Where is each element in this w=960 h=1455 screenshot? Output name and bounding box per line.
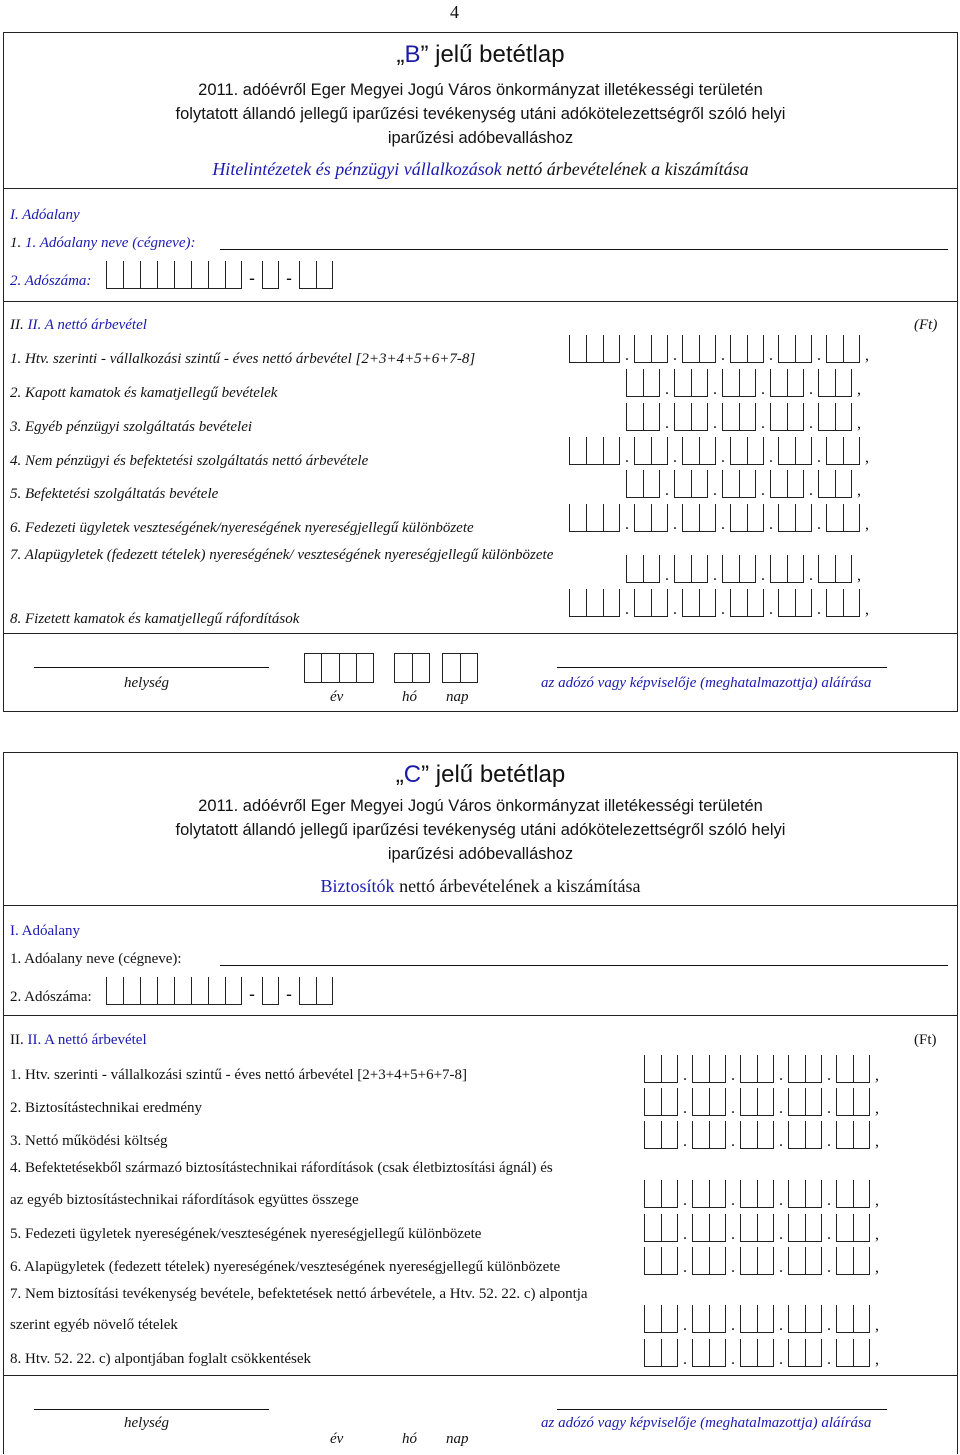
day-label: nap <box>446 689 469 705</box>
amount-boxes[interactable]: . . . . , <box>644 1305 884 1333</box>
intro-line-3: iparűzési adóbevalláshoz <box>387 129 574 147</box>
row-label: 3. Egyéb pénzügyi szolgáltatás bevételei <box>10 419 253 435</box>
amount-boxes[interactable]: . . . . , <box>626 369 866 397</box>
row-label: 2. Biztosítástechnikai eredmény <box>10 1100 203 1116</box>
row-label: 1. Htv. szerinti - vállalkozási szintű - éves nettó árbevétel [2+3+4+5+6+7-8] <box>10 1067 468 1083</box>
row-label: 5. Fedezeti ügyletek nyereségének/veszteségének nyereségjellegű különbözete <box>10 1226 482 1242</box>
tax-number-boxes[interactable]: - - <box>106 977 333 1005</box>
amount-boxes[interactable]: . . . . , <box>644 1339 884 1367</box>
row-label: szerint egyéb növelő tételek <box>10 1317 178 1333</box>
sheet-c-subtitle: Biztosítók nettó árbevételének a kiszámítása <box>320 876 641 896</box>
intro-line-2: folytatott állandó jellegű iparűzési tevékenység utáni adókötelezettségről szóló helyi <box>175 105 786 123</box>
place-label: helység <box>124 675 169 691</box>
signature-label: az adózó vagy képviselője (meghatalmazottja) aláírása <box>541 1415 872 1431</box>
amount-boxes[interactable]: . . . . , <box>644 1214 884 1242</box>
sheet-b-subtitle: Hitelintézetek és pénzügyi vállalkozások nettó árbevételének a kiszámítása <box>212 159 749 179</box>
tax-number-label: 2. Adószáma: <box>10 273 92 289</box>
place-line[interactable] <box>34 667 269 668</box>
row-label: 6. Fedezeti ügyletek veszteségének/nyereségének nyereségjellegű különbözete <box>10 520 474 536</box>
amount-boxes[interactable]: . . . . , <box>644 1055 884 1083</box>
row-label: 3. Nettó működési költség <box>10 1133 168 1149</box>
month-boxes[interactable] <box>394 653 430 683</box>
name-label: 1. 1. Adóalany neve (cégneve): <box>10 235 196 251</box>
amount-boxes[interactable]: . . . . , <box>644 1121 884 1149</box>
year-label: év <box>330 689 344 705</box>
section-divider <box>4 301 957 302</box>
sheet-c <box>3 752 958 1454</box>
intro-line-1: 2011. adóévről Eger Megyei Jogú Város önkormányzat illetékességi területén <box>198 81 763 99</box>
name-label: 1. Adóalany neve (cégneve): <box>10 951 182 967</box>
section-netto: II. II. A nettó árbevétel <box>10 317 147 333</box>
sheet-c-title: „C” jelű betétlap <box>395 761 566 788</box>
day-boxes[interactable] <box>442 653 478 683</box>
place-line[interactable] <box>34 1409 269 1410</box>
footer-divider <box>4 633 957 634</box>
amount-boxes[interactable]: . . . . . , <box>569 504 874 532</box>
amount-boxes[interactable]: . . . . , <box>626 470 866 498</box>
sheet-b <box>3 32 958 712</box>
signature-line[interactable] <box>557 1409 887 1410</box>
header-divider <box>4 188 957 189</box>
intro-line-2: folytatott állandó jellegű iparűzési tevékenység utáni adókötelezettségről szóló helyi <box>175 821 786 839</box>
row-label: 7. Alapügyletek (fedezett tételek) nyereségének/ veszteségének nyereségjellegű különbözete <box>10 547 554 563</box>
year-boxes[interactable] <box>304 653 374 683</box>
row-label: 1. Htv. szerinti - vállalkozási szintű - éves nettó árbevétel [2+3+4+5+6+7-8] <box>10 351 476 367</box>
row-label: 8. Fizetett kamatok és kamatjellegű ráfordítások <box>10 611 300 627</box>
page-number: 4 <box>450 2 459 22</box>
row-label: 2. Kapott kamatok és kamatjellegű bevételek <box>10 385 278 401</box>
tax-number-boxes[interactable]: - - <box>106 261 333 289</box>
footer-divider <box>4 1375 957 1376</box>
year-label: év <box>330 1431 344 1447</box>
header-divider <box>4 905 957 906</box>
signature-line[interactable] <box>557 667 887 668</box>
amount-boxes[interactable]: . . . . , <box>644 1088 884 1116</box>
amount-boxes[interactable]: . . . . , <box>626 555 866 583</box>
amount-boxes[interactable]: . . . . . , <box>569 437 874 465</box>
row-label: 4. Nem pénzügyi és befektetési szolgáltatás nettó árbevétele <box>10 453 369 469</box>
month-label: hó <box>402 689 417 705</box>
signature-label: az adózó vagy képviselője (meghatalmazottja) aláírása <box>541 675 872 691</box>
row-label: 7. Nem biztosítási tevékenység bevétele, befektetések nettó árbevétele, a Htv. 52. 22. c) alpontja <box>10 1286 588 1302</box>
amount-boxes[interactable]: . . . . . , <box>569 335 874 363</box>
row-label: az egyéb biztosítástechnikai ráfordítások együttes összege <box>10 1192 359 1208</box>
unit-label: (Ft) <box>914 1032 937 1048</box>
tax-number-label: 2. Adószáma: <box>10 989 92 1005</box>
amount-boxes[interactable]: . . . . , <box>626 403 866 431</box>
company-name-field[interactable] <box>220 249 948 250</box>
sheet-b-title: „B” jelű betétlap <box>396 41 565 68</box>
place-label: helység <box>124 1415 169 1431</box>
section-netto: II. II. A nettó árbevétel <box>10 1032 147 1048</box>
company-name-field[interactable] <box>220 965 948 966</box>
section-adoalany: I. Adóalany <box>10 207 80 223</box>
row-label: 5. Befektetési szolgáltatás bevétele <box>10 486 219 502</box>
day-label: nap <box>446 1431 469 1447</box>
section-adoalany: I. Adóalany <box>10 923 80 939</box>
unit-label: (Ft) <box>914 317 938 333</box>
row-label: 8. Htv. 52. 22. c) alpontjában foglalt csökkentések <box>10 1351 312 1367</box>
intro-line-1: 2011. adóévről Eger Megyei Jogú Város önkormányzat illetékességi területén <box>198 797 763 815</box>
intro-line-3: iparűzési adóbevalláshoz <box>387 845 574 863</box>
row-label: 4. Befektetésekből származó biztosítástechnikai ráfordítások (csak életbiztosítási ágnál) és <box>10 1160 553 1176</box>
section-divider <box>4 1015 957 1016</box>
amount-boxes[interactable]: . . . . , <box>644 1180 884 1208</box>
amount-boxes[interactable]: . . . . , <box>644 1247 884 1275</box>
month-label: hó <box>402 1431 417 1447</box>
amount-boxes[interactable]: . . . . . , <box>569 589 874 617</box>
row-label: 6. Alapügyletek (fedezett tételek) nyereségének/veszteségének nyereségjellegű különbözete <box>10 1259 561 1275</box>
